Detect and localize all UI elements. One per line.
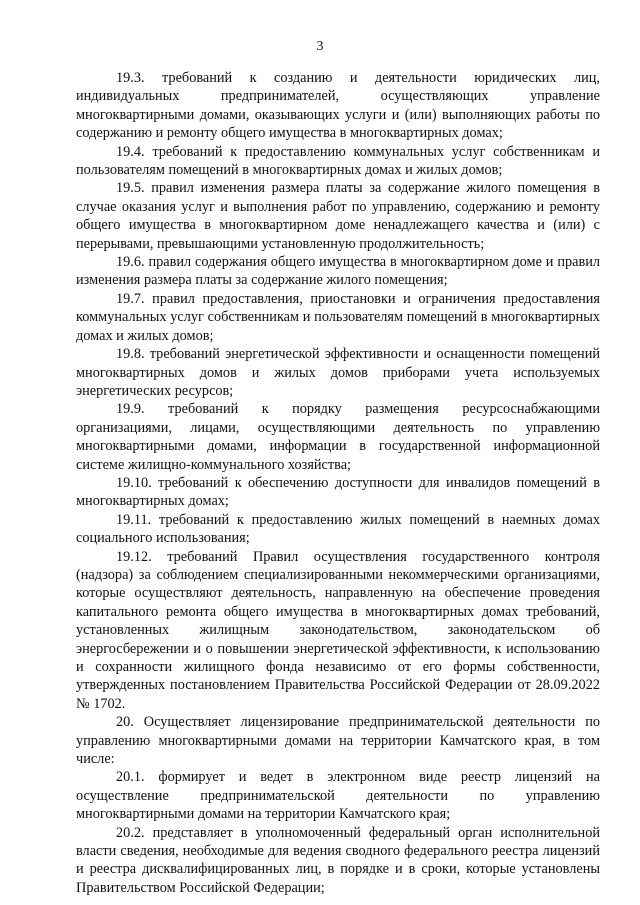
page-number: 3 <box>316 39 324 54</box>
paragraph-19-4: 19.4. требований к предоставлению коммунальных услуг собственникам и пользователям помещений в многоквартирных домах и жилых домов; <box>76 143 600 179</box>
paragraph-20: 20. Осуществляет лицензирование предпринимательской деятельности по управлению многоквартирными домами на территории Камчатского края, в том числе: <box>76 714 600 768</box>
paragraph-19-6: 19.6. правил содержания общего имущества в многоквартирном доме и правил изменения размера платы за содержание жилого помещения; <box>76 254 600 289</box>
document-body <box>76 69 600 897</box>
paragraph-19-9: 19.9. требований к порядку размещения ресурсоснабжающими организациями, лицами, осуществляющими деятельность по управлению многоквартирными домами, информации в государственной информационной системе жилищно-коммунального хозяйства; <box>76 401 600 473</box>
paragraph-19-8: 19.8. требований энергетической эффективности и оснащенности помещений многоквартирных домов и жилых домов приборами учета используемых энергетических ресурсов; <box>76 346 600 399</box>
paragraph-19-12: 19.12. требований Правил осуществления государственного контроля (надзора) за соблюдением специализированными некоммерческими организациями, которые осуществляют деятельность, направленную на обеспечение проведения капитального ремонта общего имущества в многоквартирных домах требований, установленных жилищным законодательством, законодательском об энергосбережении и о повышении энергетической эффективности, к использованию и сохранности жилищного фонда независимо от его формы собственности, утвержденных постановлением Правительства Российской Федерации от 28.09.2022 № 1702. <box>76 548 600 712</box>
paragraph-19-10: 19.10. требований к обеспечению доступности для инвалидов помещений в многоквартирных домах; <box>76 474 600 510</box>
paragraph-20-1: 20.1. формирует и ведет в электронном виде реестр лицензий на осуществление предпринимательской деятельности по управлению многоквартирными домами на территории Камчатского края; <box>76 769 600 823</box>
paragraph-20-2: 20.2. представляет в уполномоченный федеральный орган исполнительной власти сведения, необходимые для ведения сводного федерального реестра лицензий и реестра дисквалифицированных лиц, в порядке и в сроки, которые установлены Правительством Российской Федерации; <box>76 824 600 896</box>
paragraph-19-5: 19.5. правил изменения размера платы за содержание жилого помещения в случае оказания услуг и выполнения работ по управлению, содержанию и ремонту общего имущества в многоквартирном доме ненадлежащего качества и (или) с перерывами, превышающими установленную продолжительность; <box>76 180 600 252</box>
paragraph-19-11: 19.11. требований к предоставлению жилых помещений в наемных домах социального использования; <box>76 511 600 547</box>
paragraph-19-3: 19.3. требований к созданию и деятельности юридических лиц, индивидуальных предпринимателей, осуществляющих управление многоквартирными домами, оказывающих услуги и (или) выполняющих работы по содержанию и ремонту общего имущества в многоквартирных домах; <box>76 70 600 142</box>
paragraph-19-7: 19.7. правил предоставления, приостановки и ограничения предоставления коммунальных услуг собственникам и пользователям помещений в многоквартирных домах и жилых домов; <box>76 290 600 344</box>
